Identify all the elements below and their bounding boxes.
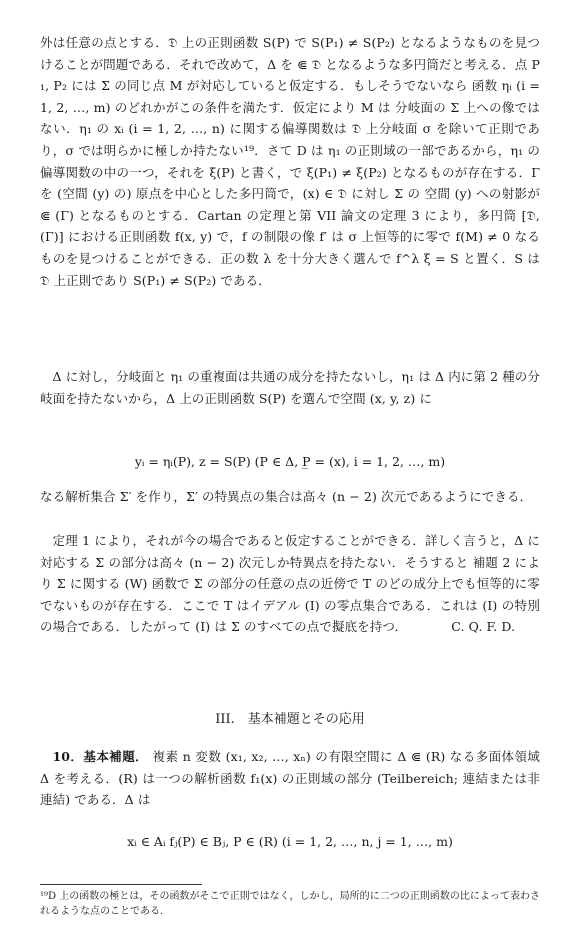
paragraph-4: 定理 1 により，それが今の場合であると仮定することができる．詳しく言うと，Δ に対応する Σ の部分は高々 (n − 2) 次元しか特異点を持たない．そうすると 補題 2 により Σ に関する (W) 函数で Σ の部分の任意の点の近傍で T のどの成分上でも恒等的に零でないものが存在する．ここで T はイデアル (I) の零点集合である．これは (I) の特別の場合である．したがって (I) は Σ のすべての点で擬底を持つ． C. Q. F. D. <box>40 533 540 635</box>
equation-2: xᵢ ∈ Aᵢ fⱼ(P) ∈ Bⱼ, P ∈ (R) (i = 1, 2, …, n, j = 1, …, m) <box>127 834 453 849</box>
paragraph-2: Δ に対し，分岐面と η₁ の重複面は共通の成分を持たないし，η₁ は Δ 内に第 2 種の分岐面を持たないから，Δ 上の正則函数 S(P) を選んで空間 (x, y, z) に <box>40 369 540 406</box>
lemma-label: 10．基本補題． <box>52 749 149 764</box>
paragraph-5 <box>40 746 540 811</box>
paragraph-1: 外は任意の点とする．𝔇 上の正則函数 S(P) で S(P₁) ≠ S(P₂) となるようなものを見つけることが問題である．それで改めて，Δ を ⋐ 𝔇 となるような多円筒だと考える．点 P₁, P₂ には Σ の同じ点 M が対応していると仮定する．もしそうでないなら 函数 ηᵢ (i = 1, 2, …, m) のどれかがこの条件を満たす．仮定により M は 分岐面の Σ 上への像ではない．η₁ の xᵢ (i = 1, 2, …, n) に関する偏導関数は 𝔇 上分岐面 σ を除いて正則であり，σ では明らかに極しか持たない¹⁹．さて D は η₁ の正則域の一部であるから，η₁ の偏導関数の中の一つ，それを ξ(P) と書く，で ξ(P₁) ≠ ξ(P₂) となるものが存在する．Γ を (空間 (y) の) 原点を中心とした多円筒で，(x) ∈ 𝔇 に対し Σ の 空間 (y) への射影が ⋐ (Γ) となるものとする．Cartan の定理と第 VII 論文の定理 3 により，多円筒 [𝔇, (Γ)] における正則函数 f(x, y) で，f の制限の像 f′ は σ 上恒等的に零で f(M) ≠ 0 なるものを見つけることができる．正の数 λ を十分大きく選んで f^λ ξ = S と置く．S は 𝔇 上正則であり S(P₁) ≠ S(P₂) である． <box>40 35 540 288</box>
equation-1: yᵢ = ηᵢ(P), z = S(P) (P ∈ Δ, P̲ = (x), i = 1, 2, …, m) <box>134 454 446 469</box>
paragraph-3: なる解析集合 Σ′ を作り，Σ′ の特異点の集合は高々 (n − 2) 次元であるようにできる． <box>40 489 533 504</box>
footnote-rule <box>40 884 202 885</box>
paragraph-5-text: 複素 n 変数 (x₁, x₂, …, xₙ) の有限空間に Δ ⋐ (R) なる多面体領域 Δ を考える．(R) は一つの解析函数 f₁(x) の正則域の部分 (Teilbereich; 連結または非連結) である．Δ は <box>40 749 541 808</box>
footnote-19: ¹⁹D 上の函数の極とは，その函数がそこで正則ではなく，しかし，局所的に二つの正則函数の比によって表わされるような点のことである． <box>40 891 540 917</box>
section-title: III. 基本補題とその応用 <box>215 712 365 727</box>
